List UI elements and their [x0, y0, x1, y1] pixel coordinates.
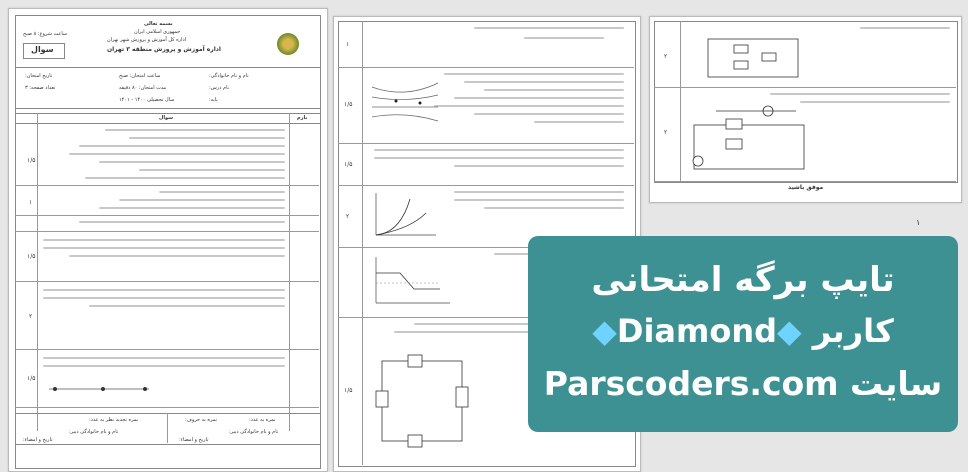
exam-page-1	[8, 8, 328, 472]
voltage-graph	[370, 253, 454, 309]
footer-signature: تاریخ و امضاء:	[179, 437, 209, 443]
questions-label: سوال	[31, 45, 54, 54]
question-score: ۱/۵	[344, 387, 353, 394]
question-score: ۱/۵	[27, 253, 36, 260]
question-score: ۲	[664, 53, 668, 60]
promo-banner	[528, 236, 958, 432]
question-score: ۲	[346, 213, 350, 220]
student-name: نام و نام خانوادگی:	[209, 73, 249, 79]
exam-duration: مدت امتحان: ۸۰ دقیقه	[119, 85, 167, 91]
banner-user-line	[528, 312, 958, 350]
circuit-diagram	[368, 351, 478, 451]
score-header: بارم	[297, 115, 308, 121]
school-year: سال تحصیلی ۱۴۰۰ - ۱۴۰۱	[119, 97, 175, 103]
subject: نام درس:	[209, 85, 230, 91]
class: پایه:	[209, 97, 218, 103]
ministry-text: بسمه تعالی	[144, 21, 173, 27]
exam-page-3	[649, 16, 962, 203]
charges-diagram	[45, 373, 155, 403]
question-score: ۲	[664, 129, 668, 136]
banner-user-prefix: کاربر	[801, 312, 894, 350]
questions-label-box	[23, 43, 65, 59]
exam-date: تاریخ امتحان:	[25, 73, 53, 79]
row-divider	[15, 349, 319, 350]
dept-text: اداره کل آموزش و پرورش شهر تهران	[107, 37, 187, 43]
graph-diagram	[370, 189, 440, 241]
question-header: سوال	[159, 115, 174, 121]
score-col-divider	[362, 21, 363, 465]
row-divider	[15, 215, 319, 216]
banner-title: تایپ برگه امتحانی	[591, 260, 895, 300]
top-tag: ساعت شروع: ۸ صبح	[23, 31, 68, 37]
banner-user-name: Diamond	[616, 312, 778, 350]
footer-grade: نمره به عدد:	[249, 417, 276, 423]
diamond-icon: ◆	[592, 312, 617, 350]
page-count: تعداد صفحه: ۳	[25, 85, 56, 91]
page-number: ۱	[916, 218, 921, 227]
closing-text: موفق باشید	[788, 184, 824, 191]
diamond-icon: ◆	[777, 312, 802, 350]
row-divider	[15, 407, 319, 408]
question-score: ۱	[346, 41, 350, 48]
footer-final: نمره تجدید نظر به عدد:	[89, 417, 139, 423]
question-score: ۱/۵	[27, 157, 36, 164]
score-col-divider	[289, 113, 290, 431]
score-col-divider	[680, 21, 681, 181]
row-divider	[15, 231, 319, 232]
question-score: ۱/۵	[27, 375, 36, 382]
row-col-divider	[37, 113, 38, 431]
footer-signature-2: تاریخ و امضاء:	[23, 437, 53, 443]
republic-text: جمهوری اسلامی ایران	[134, 29, 181, 35]
footer-teacher-2: نام و نام خانوادگی دبیر:	[69, 429, 119, 435]
question-score: ۱/۵	[344, 161, 353, 168]
question-score: ۲	[29, 313, 33, 320]
circuit-diagram-2	[686, 101, 816, 177]
row-divider	[15, 281, 319, 282]
education-logo	[277, 33, 299, 55]
region-text: اداره آموزش و پرورش منطقه ۳ تهران	[107, 46, 221, 53]
exam-time: ساعت امتحان: صبح	[119, 73, 161, 79]
field-lines-diagram	[370, 77, 440, 127]
row-divider	[15, 185, 319, 186]
question-score: ۱	[29, 199, 33, 206]
question-score: ۱/۵	[344, 101, 353, 108]
footer-grade-letters: نمره به حروف:	[185, 417, 218, 423]
circuit-diagram-1	[700, 31, 810, 83]
footer-teacher: نام و نام خانوادگی دبیر:	[229, 429, 279, 435]
banner-site: سایت Parscoders.com	[543, 364, 943, 403]
